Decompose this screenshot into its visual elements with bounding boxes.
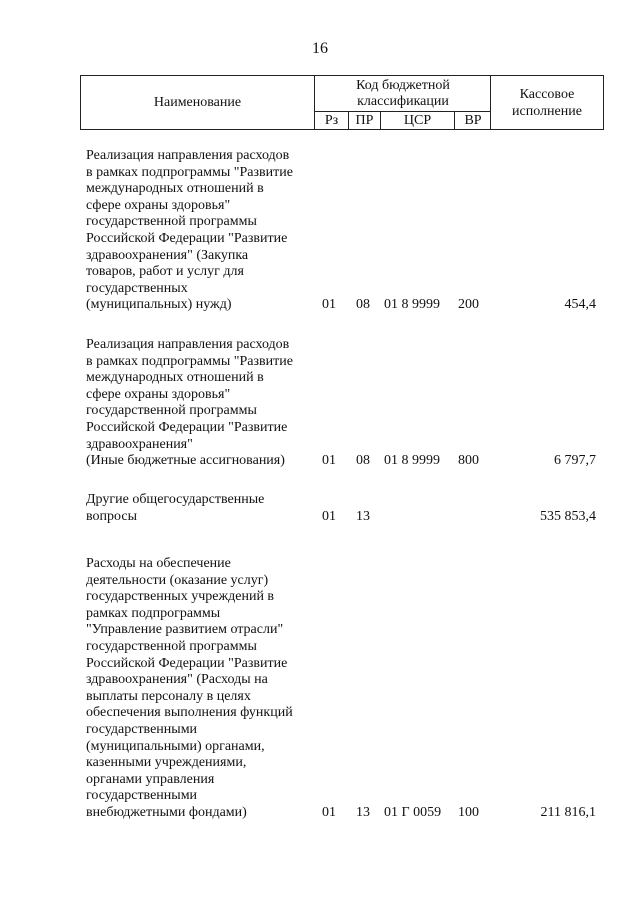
row-name-line: здравоохранения" (Расходы на — [86, 672, 268, 688]
row-name-line: государственных учреждений в — [86, 589, 275, 605]
row-csr: 01 8 9999 — [384, 297, 440, 313]
row-name-line: (муниципальными) органами, — [86, 738, 265, 754]
row-name-line: Расходы на обеспечение — [86, 556, 231, 571]
row-rz: 01 — [322, 297, 336, 313]
row-name-line: государственной программы — [86, 638, 257, 654]
row-name — [86, 556, 310, 822]
budget-code-title — [315, 78, 491, 110]
row-name-line: сфере охраны здоровья" — [86, 197, 231, 213]
row-rz: 01 — [322, 804, 336, 820]
row-name-line: внебюджетными фондами) — [86, 804, 247, 820]
budget-code-subheaders — [315, 111, 491, 129]
row-name-line: международных отношений в — [86, 370, 264, 386]
row-rz: 01 — [322, 508, 336, 524]
column-header-rz: Рз — [315, 112, 349, 129]
column-header-execution — [491, 76, 603, 129]
row-name-line: государственной программы — [86, 403, 257, 419]
column-header-csr: ЦСР — [381, 112, 455, 129]
column-header-budget-code — [315, 76, 491, 129]
row-vr: 200 — [458, 297, 479, 313]
row-vr: 800 — [458, 453, 479, 469]
row-rz: 01 — [322, 453, 336, 469]
row-name-line: рамках подпрограммы — [86, 605, 221, 621]
budget-code-title-line1: Код бюджетной — [356, 78, 450, 93]
row-csr: 01 8 9999 — [384, 453, 440, 469]
row-sum: 454,4 — [564, 297, 596, 313]
row-name-line: (Иные бюджетные ассигнования) — [86, 453, 285, 469]
row-name-line: международных отношений в — [86, 181, 264, 197]
row-csr: 01 Г 0059 — [384, 804, 442, 820]
row-name-line: государственными — [86, 721, 198, 737]
execution-header-line1: Кассовое — [519, 86, 575, 102]
row-name — [86, 148, 310, 314]
table-row — [86, 148, 606, 314]
row-name-line: выплаты персоналу в целях — [86, 688, 251, 704]
row-name-line: Российской Федерации "Развитие — [86, 655, 288, 671]
row-name-line: Реализация направления расходов — [86, 337, 290, 352]
row-name-line: в рамках подпрограммы "Развитие — [86, 353, 293, 369]
row-sum: 6 797,7 — [554, 453, 596, 469]
execution-header-line2: исполнение — [512, 103, 582, 119]
row-name-line: здравоохранения" — [86, 436, 193, 452]
row-pr: 08 — [356, 453, 370, 469]
row-name-line: государственными — [86, 788, 198, 804]
row-name-line: государственных — [86, 280, 188, 296]
column-header-vr: ВР — [464, 113, 482, 128]
row-name-line: товаров, работ и услуг для — [86, 264, 244, 280]
page-number: 16 — [312, 40, 328, 57]
row-name — [86, 492, 310, 525]
row-pr: 13 — [356, 804, 370, 820]
row-name-line: государственной программы — [86, 214, 257, 230]
row-name-line: Реализация направления расходов — [86, 148, 290, 163]
row-name-line: Российской Федерации "Развитие — [86, 230, 288, 246]
table-row — [86, 492, 606, 525]
row-name-line: "Управление развитием отрасли" — [86, 622, 284, 638]
row-pr: 08 — [356, 297, 370, 313]
table-header — [80, 75, 604, 130]
column-header-pr: ПР — [349, 112, 381, 129]
row-sum: 535 853,4 — [540, 508, 596, 524]
row-name-line: здравоохранения" (Закупка — [86, 247, 249, 263]
row-name-line: сфере охраны здоровья" — [86, 386, 231, 402]
budget-code-title-line2: классификации — [357, 94, 449, 109]
row-name-line: (муниципальных) нужд) — [86, 297, 232, 313]
row-name-line: органами управления — [86, 771, 215, 787]
row-vr: 100 — [458, 804, 479, 820]
table-row — [86, 556, 606, 822]
table-row — [86, 337, 606, 470]
row-name-line: обеспечения выполнения функций — [86, 705, 293, 721]
row-pr: 13 — [356, 508, 370, 524]
row-name-line: казенными учреждениями, — [86, 755, 247, 771]
row-name-line: Российской Федерации "Развитие — [86, 419, 288, 435]
row-name-line: Другие общегосударственные — [86, 492, 265, 507]
row-name-line: вопросы — [86, 508, 137, 524]
row-name — [86, 337, 310, 470]
row-name-line: в рамках подпрограммы "Развитие — [86, 164, 293, 180]
row-sum: 211 816,1 — [540, 804, 596, 820]
column-header-name: Наименование — [81, 76, 315, 129]
row-name-line: деятельности (оказание услуг) — [86, 572, 269, 588]
